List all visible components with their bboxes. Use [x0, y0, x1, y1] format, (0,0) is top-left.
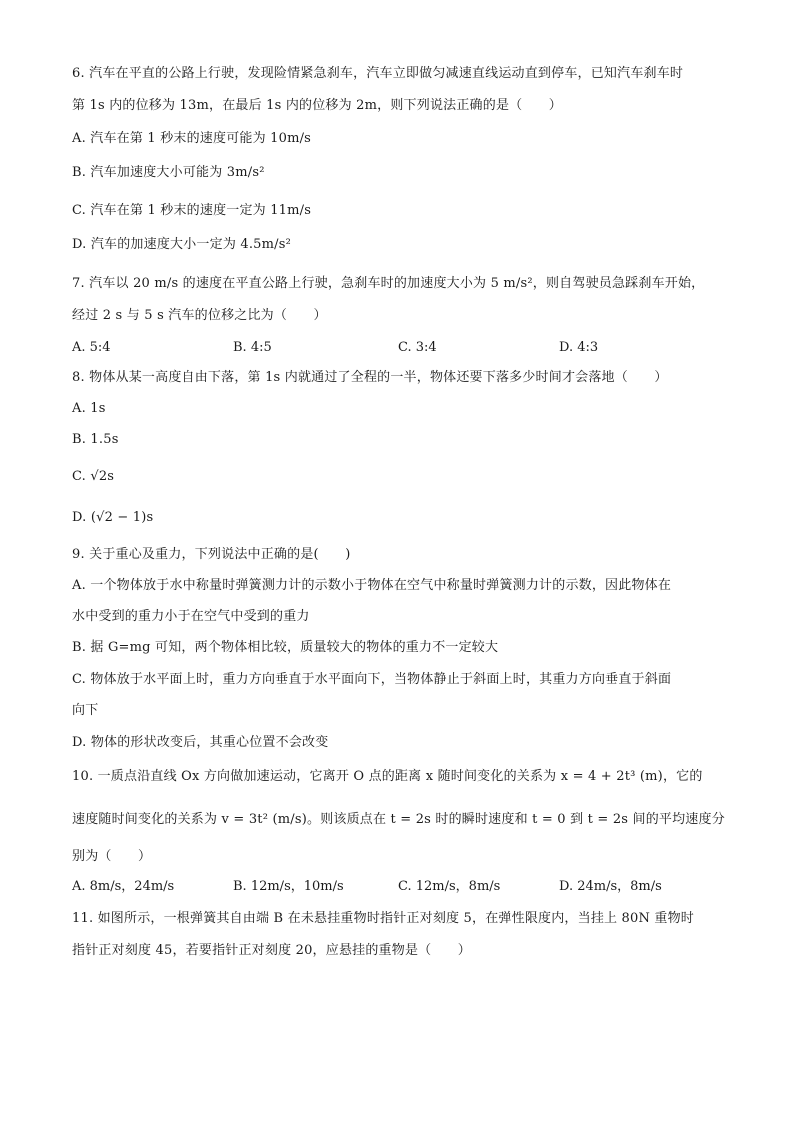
- q9-option-a-line-1: A. 一个物体放于水中称量时弹簧测力计的示数小于物体在空气中称量时弹簧测力计的示数，因此物体在: [72, 578, 672, 593]
- q9-option-d: D. 物体的形状改变后，其重心位置不会改变: [72, 735, 329, 750]
- q11-stem-line-2: 指针正对刻度 45，若要指针正对刻度 20，应悬挂的重物是（ ）: [72, 943, 471, 958]
- q8-stem: 8. 物体从某一高度自由下落，第 1s 内就通过了全程的一半，物体还要下落多少时间才会落地（ ）: [72, 370, 668, 385]
- q9-option-c-line-1: C. 物体放于水平面上时，重力方向垂直于水平面向下，当物体静止于斜面上时，其重力方向垂直于斜面: [72, 672, 672, 687]
- q8-option-c: C. √2s: [72, 469, 115, 484]
- q10-option-a: A. 8m/s，24m/s: [72, 879, 175, 894]
- q10-option-b: B. 12m/s，10m/s: [233, 879, 344, 894]
- q6-option-c: C. 汽车在第 1 秒末的速度一定为 11m/s: [72, 203, 312, 218]
- q8-option-d: D. (√2 − 1)s: [72, 510, 154, 525]
- q6-option-d: D. 汽车的加速度大小一定为 4.5m/s²: [72, 237, 292, 252]
- q7-stem-line-2: 经过 2 s 与 5 s 汽车的位移之比为（ ）: [72, 308, 327, 323]
- q10-stem-line-3: 别为（ ）: [72, 849, 152, 864]
- q6-option-a: A. 汽车在第 1 秒末的速度可能为 10m/s: [72, 131, 312, 146]
- q10-stem-line-1: 10. 一质点沿直线 Ox 方向做加速运动，它离开 O 点的距离 x 随时间变化的关系为 x = 4 + 2t³ (m)，它的: [72, 769, 703, 784]
- q7-option-c: C. 3:4: [398, 340, 437, 355]
- q7-stem-line-1: 7. 汽车以 20 m/s 的速度在平直公路上行驶，急刹车时的加速度大小为 5 m/s²，则自驾驶员急踩刹车开始，: [72, 276, 705, 291]
- q7-option-a: A. 5:4: [72, 340, 111, 355]
- q10-options: [72, 878, 712, 896]
- q9-option-a-line-2: 水中受到的重力小于在空气中受到的重力: [72, 609, 310, 624]
- q11-stem-line-1: 11. 如图所示，一根弹簧其自由端 B 在未悬挂重物时指针正对刻度 5，在弹性限度内，当挂上 80N 重物时: [72, 911, 695, 926]
- q6-stem-line-2: 第 1s 内的位移为 13m，在最后 1s 内的位移为 2m，则下列说法正确的是（ ）: [72, 98, 562, 113]
- q7-options: [72, 339, 712, 357]
- q8-option-b: B. 1.5s: [72, 432, 119, 447]
- q8-option-a: A. 1s: [72, 401, 106, 416]
- q9-option-b: B. 据 G=mg 可知，两个物体相比较，质量较大的物体的重力不一定较大: [72, 640, 499, 655]
- q6-option-b: B. 汽车加速度大小可能为 3m/s²: [72, 165, 265, 180]
- q10-option-d: D. 24m/s，8m/s: [559, 879, 662, 894]
- q10-option-c: C. 12m/s，8m/s: [398, 879, 501, 894]
- q7-option-b: B. 4:5: [233, 340, 272, 355]
- q6-stem-line-1: 6. 汽车在平直的公路上行驶，发现险情紧急刹车，汽车立即做匀减速直线运动直到停车，已知汽车刹车时: [72, 66, 684, 81]
- q10-stem-line-2: 速度随时间变化的关系为 v = 3t² (m/s)。则该质点在 t = 2s 时的瞬时速度和 t = 0 到 t = 2s 间的平均速度分: [72, 812, 725, 827]
- q7-option-d: D. 4:3: [559, 340, 599, 355]
- q9-stem: 9. 关于重心及重力，下列说法中正确的是( ): [72, 547, 351, 562]
- q9-option-c-line-2: 向下: [72, 703, 99, 718]
